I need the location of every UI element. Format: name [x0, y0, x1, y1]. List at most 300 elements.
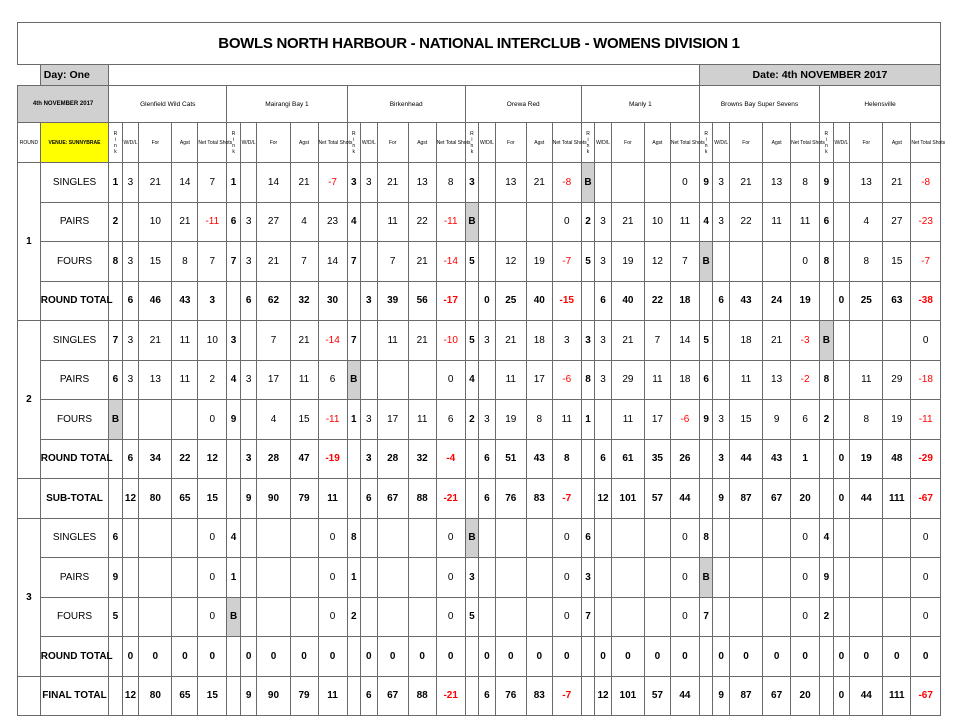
rink-cell: 6 [581, 518, 594, 558]
agst-cell [408, 360, 436, 400]
agst-cell: 13 [408, 163, 436, 203]
wdl-cell [361, 202, 378, 242]
wdl-cell: 3 [122, 360, 139, 400]
net-cell: 23 [318, 202, 347, 242]
round-total-row [18, 281, 941, 321]
agst-cell: 0 [644, 637, 670, 677]
agst-header: Agst [172, 123, 198, 163]
for-cell [139, 400, 172, 440]
final-total-row [18, 676, 941, 716]
wdl-cell: 3 [713, 400, 730, 440]
wdl-cell [833, 163, 850, 203]
wdl-cell [361, 242, 378, 282]
agst-cell: 10 [644, 202, 670, 242]
for-cell: 25 [495, 281, 526, 321]
rink-cell: 5 [465, 597, 478, 637]
wdl-cell [240, 321, 257, 361]
for-cell: 21 [257, 242, 290, 282]
for-cell: 44 [729, 439, 762, 479]
agst-cell [172, 400, 198, 440]
rink-cell: 9 [820, 163, 833, 203]
wdl-cell: 3 [361, 400, 378, 440]
agst-cell [883, 597, 911, 637]
wdl-cell [833, 242, 850, 282]
wdl-cell [122, 558, 139, 598]
for-cell: 25 [850, 281, 883, 321]
for-cell: 62 [257, 281, 290, 321]
wdl-header: W/D/L [361, 123, 378, 163]
net-cell: 0 [911, 637, 941, 677]
agst-cell: 17 [644, 400, 670, 440]
for-cell: 40 [611, 281, 644, 321]
net-cell: -14 [318, 321, 347, 361]
rink-cell [581, 637, 594, 677]
net-cell: -3 [791, 321, 820, 361]
for-cell: 87 [729, 676, 762, 716]
net-cell: -17 [436, 281, 465, 321]
agst-cell: 63 [883, 281, 911, 321]
wdl-cell [479, 558, 496, 598]
net-cell: 0 [911, 518, 941, 558]
wdl-cell: 3 [713, 163, 730, 203]
for-cell: 11 [729, 360, 762, 400]
for-header: For [139, 123, 172, 163]
round-number: 1 [18, 163, 41, 321]
agst-cell [172, 518, 198, 558]
agst-cell [883, 518, 911, 558]
for-header: For [257, 123, 290, 163]
agst-cell: 0 [526, 637, 552, 677]
date-label: Date: 4th NOVEMBER 2017 [699, 65, 940, 86]
net-cell: -11 [198, 202, 227, 242]
wdl-cell: 3 [361, 439, 378, 479]
wdl-cell: 6 [479, 676, 496, 716]
agst-cell: 21 [763, 321, 791, 361]
discipline-label: SINGLES [40, 518, 108, 558]
wdl-cell [595, 400, 612, 440]
agst-cell [763, 597, 791, 637]
agst-cell: 11 [644, 360, 670, 400]
agst-cell: 18 [526, 321, 552, 361]
net-cell: 0 [198, 518, 227, 558]
rink-header: R i n k [347, 123, 360, 163]
agst-cell [644, 597, 670, 637]
rink-cell: 4 [820, 518, 833, 558]
wdl-cell [595, 518, 612, 558]
day-label: Day: One [40, 65, 108, 86]
wdl-cell [479, 360, 496, 400]
agst-cell: 79 [290, 479, 318, 519]
for-cell: 46 [139, 281, 172, 321]
rink-header: R i n k [465, 123, 478, 163]
club-header-row [18, 86, 941, 123]
rink-cell [581, 479, 594, 519]
rink-cell: 8 [109, 242, 122, 282]
for-cell: 39 [377, 281, 408, 321]
rink-cell [820, 676, 833, 716]
for-cell: 13 [495, 163, 526, 203]
wdl-cell: 3 [479, 400, 496, 440]
agst-cell [172, 558, 198, 598]
agst-cell: 7 [290, 242, 318, 282]
agst-cell: 11 [172, 321, 198, 361]
for-cell: 34 [139, 439, 172, 479]
wdl-cell [240, 400, 257, 440]
rink-cell: 5 [109, 597, 122, 637]
for-cell [850, 518, 883, 558]
net-cell: 8 [436, 163, 465, 203]
rink-cell: B [581, 163, 594, 203]
agst-cell: 11 [763, 202, 791, 242]
net-cell: 6 [318, 360, 347, 400]
net-cell: 0 [552, 558, 581, 598]
net-cell: -18 [911, 360, 941, 400]
net-cell: 11 [670, 202, 699, 242]
column-header-row [18, 123, 941, 163]
subtotal-row [18, 479, 941, 519]
net-cell: 0 [670, 637, 699, 677]
rink-cell: B [347, 360, 360, 400]
rink-cell: 8 [820, 360, 833, 400]
result-row [18, 163, 941, 203]
net-cell: 8 [552, 439, 581, 479]
agst-header: Agst [883, 123, 911, 163]
for-cell: 90 [257, 676, 290, 716]
wdl-cell [361, 558, 378, 598]
agst-cell: 17 [526, 360, 552, 400]
for-cell: 21 [729, 163, 762, 203]
agst-cell: 22 [644, 281, 670, 321]
wdl-header: W/D/L [479, 123, 496, 163]
net-cell: 7 [198, 242, 227, 282]
wdl-cell [122, 202, 139, 242]
for-cell: 21 [139, 163, 172, 203]
result-row [18, 558, 941, 598]
agst-cell: 57 [644, 676, 670, 716]
agst-cell: 43 [763, 439, 791, 479]
net-cell: 0 [791, 637, 820, 677]
wdl-cell: 3 [122, 163, 139, 203]
for-cell: 0 [257, 637, 290, 677]
net-cell: -19 [318, 439, 347, 479]
net-cell: 6 [436, 400, 465, 440]
net-cell: -7 [552, 676, 581, 716]
agst-cell: 43 [526, 439, 552, 479]
agst-header: Agst [763, 123, 791, 163]
agst-cell: 67 [763, 676, 791, 716]
title-row [18, 23, 941, 65]
discipline-label: PAIRS [40, 202, 108, 242]
net-cell: 15 [198, 479, 227, 519]
rink-cell [465, 281, 478, 321]
wdl-cell [479, 518, 496, 558]
agst-cell: 0 [883, 637, 911, 677]
agst-cell: 0 [763, 637, 791, 677]
wdl-header: W/D/L [833, 123, 850, 163]
net-cell: 0 [670, 163, 699, 203]
agst-header: Agst [408, 123, 436, 163]
net-cell: 0 [436, 518, 465, 558]
discipline-label: SINGLES [40, 321, 108, 361]
wdl-cell: 0 [361, 637, 378, 677]
rink-header: R i n k [227, 123, 240, 163]
rink-cell: 4 [227, 360, 240, 400]
for-cell: 90 [257, 479, 290, 519]
wdl-cell [595, 597, 612, 637]
club-name: Manly 1 [581, 86, 699, 123]
net-cell: 0 [198, 400, 227, 440]
net-cell: 0 [552, 518, 581, 558]
agst-cell: 11 [172, 360, 198, 400]
for-cell: 101 [611, 479, 644, 519]
discipline-label: FOURS [40, 242, 108, 282]
net-cell: 11 [791, 202, 820, 242]
wdl-cell: 3 [595, 242, 612, 282]
for-cell: 7 [377, 242, 408, 282]
discipline-label: PAIRS [40, 558, 108, 598]
agst-cell: 11 [290, 360, 318, 400]
rink-cell [109, 479, 122, 519]
wdl-cell: 3 [479, 321, 496, 361]
wdl-cell: 3 [595, 321, 612, 361]
net-cell: 44 [670, 676, 699, 716]
day-row [18, 65, 941, 86]
agst-cell: 32 [290, 281, 318, 321]
wdl-cell: 0 [713, 637, 730, 677]
for-cell: 15 [139, 242, 172, 282]
rink-cell: 6 [227, 202, 240, 242]
for-cell: 0 [139, 637, 172, 677]
net-cell: 0 [198, 558, 227, 598]
rink-cell: 1 [227, 558, 240, 598]
rink-cell: 4 [227, 518, 240, 558]
rink-cell: B [109, 400, 122, 440]
net-cell: 30 [318, 281, 347, 321]
agst-cell: 88 [408, 479, 436, 519]
for-cell: 8 [850, 400, 883, 440]
blank-cell [18, 479, 41, 519]
net-cell: 0 [318, 558, 347, 598]
rink-cell: 7 [581, 597, 594, 637]
wdl-cell [713, 518, 730, 558]
rink-cell: 4 [347, 202, 360, 242]
net-cell: 0 [791, 242, 820, 282]
agst-cell [290, 518, 318, 558]
wdl-cell: 0 [833, 281, 850, 321]
for-cell: 19 [611, 242, 644, 282]
rink-cell: 3 [227, 321, 240, 361]
rink-cell [699, 281, 712, 321]
discipline-label: SINGLES [40, 163, 108, 203]
wdl-cell [240, 518, 257, 558]
for-cell: 11 [377, 202, 408, 242]
rink-cell: 2 [109, 202, 122, 242]
net-cell: 19 [791, 281, 820, 321]
for-cell [257, 597, 290, 637]
net-cell: -11 [318, 400, 347, 440]
net-cell: 0 [198, 637, 227, 677]
agst-cell: 27 [883, 202, 911, 242]
net-header: Net Total Shots [198, 123, 227, 163]
rink-cell [347, 281, 360, 321]
agst-cell [526, 202, 552, 242]
discipline-label: PAIRS [40, 360, 108, 400]
agst-cell: 19 [883, 400, 911, 440]
for-cell: 80 [139, 479, 172, 519]
agst-cell: 12 [644, 242, 670, 282]
wdl-cell: 3 [361, 281, 378, 321]
round-total-row [18, 637, 941, 677]
for-header: For [729, 123, 762, 163]
rink-cell [347, 439, 360, 479]
rink-cell [227, 439, 240, 479]
rink-cell: 9 [699, 400, 712, 440]
for-cell: 4 [257, 400, 290, 440]
for-cell: 87 [729, 479, 762, 519]
wdl-cell: 3 [713, 202, 730, 242]
wdl-cell [240, 163, 257, 203]
results-table [17, 22, 946, 716]
club-name: Browns Bay Super Sevens [699, 86, 819, 123]
agst-cell: 8 [526, 400, 552, 440]
for-cell: 18 [729, 321, 762, 361]
rink-cell [465, 479, 478, 519]
for-cell: 14 [257, 163, 290, 203]
for-cell [850, 321, 883, 361]
agst-cell: 0 [408, 637, 436, 677]
rink-cell: 8 [581, 360, 594, 400]
agst-cell: 40 [526, 281, 552, 321]
for-header: For [377, 123, 408, 163]
net-cell: 0 [911, 321, 941, 361]
rink-cell: B [820, 321, 833, 361]
agst-cell [408, 558, 436, 598]
for-cell [139, 558, 172, 598]
net-header: Net Total Shots [670, 123, 699, 163]
agst-cell: 15 [883, 242, 911, 282]
net-cell: 0 [552, 637, 581, 677]
result-row [18, 242, 941, 282]
wdl-header: W/D/L [122, 123, 139, 163]
for-cell: 11 [611, 400, 644, 440]
net-cell: 20 [791, 676, 820, 716]
for-cell [611, 558, 644, 598]
wdl-header: W/D/L [713, 123, 730, 163]
net-cell: 0 [198, 597, 227, 637]
wdl-cell [713, 558, 730, 598]
for-cell [377, 518, 408, 558]
club-name: Glenfield Wild Cats [109, 86, 227, 123]
for-cell: 21 [377, 163, 408, 203]
wdl-cell: 3 [595, 360, 612, 400]
rink-cell [465, 439, 478, 479]
net-cell: 6 [791, 400, 820, 440]
wdl-cell: 0 [240, 637, 257, 677]
agst-cell: 11 [408, 400, 436, 440]
for-cell: 13 [139, 360, 172, 400]
net-header: Net Total Shots [436, 123, 465, 163]
agst-cell: 88 [408, 676, 436, 716]
wdl-cell: 6 [479, 479, 496, 519]
for-cell [611, 597, 644, 637]
wdl-cell [479, 242, 496, 282]
rink-cell [699, 676, 712, 716]
for-cell: 101 [611, 676, 644, 716]
wdl-cell [595, 558, 612, 598]
club-name: Mairangi Bay 1 [227, 86, 347, 123]
rink-cell [347, 637, 360, 677]
result-row [18, 518, 941, 558]
date-small-label: 4th NOVEMBER 2017 [18, 86, 109, 123]
net-cell: 3 [552, 321, 581, 361]
club-name: Orewa Red [465, 86, 581, 123]
rink-header: R i n k [699, 123, 712, 163]
wdl-cell: 9 [713, 479, 730, 519]
agst-header: Agst [526, 123, 552, 163]
net-cell: -6 [670, 400, 699, 440]
wdl-cell [595, 163, 612, 203]
net-cell: 7 [670, 242, 699, 282]
for-cell: 21 [611, 321, 644, 361]
wdl-cell: 3 [240, 439, 257, 479]
net-cell: 0 [552, 202, 581, 242]
round-total-label: ROUND TOTAL [40, 281, 108, 321]
wdl-cell: 6 [713, 281, 730, 321]
rink-cell [699, 637, 712, 677]
agst-cell: 24 [763, 281, 791, 321]
for-cell: 19 [850, 439, 883, 479]
agst-cell: 21 [526, 163, 552, 203]
net-header: Net Total Shots [318, 123, 347, 163]
for-cell [257, 558, 290, 598]
net-cell: 0 [791, 558, 820, 598]
net-cell: 20 [791, 479, 820, 519]
net-cell: 0 [318, 518, 347, 558]
rink-cell [820, 479, 833, 519]
rink-cell [820, 439, 833, 479]
rink-cell [581, 676, 594, 716]
result-row [18, 400, 941, 440]
result-row [18, 202, 941, 242]
agst-cell: 65 [172, 479, 198, 519]
net-cell: 0 [670, 518, 699, 558]
net-cell: 0 [791, 597, 820, 637]
agst-cell: 8 [172, 242, 198, 282]
agst-cell: 14 [172, 163, 198, 203]
rink-cell: 3 [581, 558, 594, 598]
rink-cell: 9 [227, 400, 240, 440]
net-cell: -7 [552, 479, 581, 519]
net-cell: -8 [552, 163, 581, 203]
net-cell: 0 [670, 558, 699, 598]
rink-cell: 9 [820, 558, 833, 598]
rink-cell: 6 [109, 518, 122, 558]
round-total-label: ROUND TOTAL [40, 439, 108, 479]
wdl-cell: 0 [833, 676, 850, 716]
net-cell: 0 [436, 637, 465, 677]
rink-cell [820, 281, 833, 321]
wdl-cell [833, 518, 850, 558]
wdl-cell [833, 558, 850, 598]
wdl-cell: 0 [833, 439, 850, 479]
for-cell [850, 558, 883, 598]
for-cell [377, 597, 408, 637]
wdl-cell: 0 [479, 281, 496, 321]
wdl-cell [713, 242, 730, 282]
agst-cell: 9 [763, 400, 791, 440]
agst-cell [883, 321, 911, 361]
agst-cell: 19 [526, 242, 552, 282]
